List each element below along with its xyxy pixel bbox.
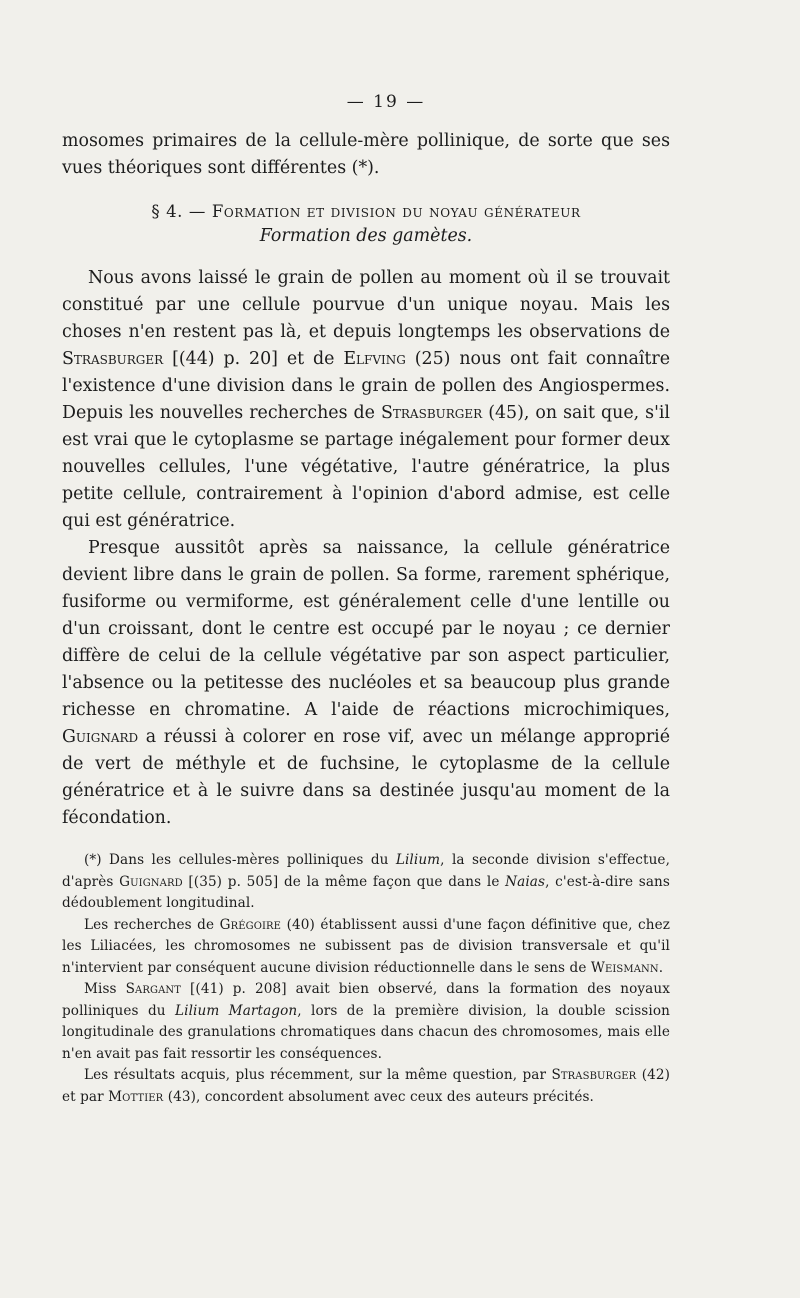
author-name: Mottier	[108, 1088, 164, 1105]
text-run: Les recherches de	[84, 916, 220, 933]
text-run: Miss	[84, 981, 126, 997]
text-run: a réussi à colorer en rose vif, avec un mélange approprié de vert de méthyle et de fuchsine, le cytoplasme de la cellule génératrice et à le suivre dans sa destinée jusqu'au moment de la fécondation.	[62, 727, 670, 828]
author-name: Strasburger	[551, 1067, 637, 1083]
text-run: [(41) p. 208] avait bien observé, dans la formation des noyaux polliniques du	[62, 981, 671, 1019]
section-number: § 4.	[151, 202, 184, 221]
main-text	[62, 128, 670, 832]
section-subtitle: Formation des gamètes.	[259, 226, 473, 246]
text-run: Presque aussitôt après sa naissance, la cellule génératrice devient libre dans le grain de pollen. Sa forme, rarement sphérique, fusiforme ou vermiforme, est généralement celle d'une lentille ou d'un croissant, dont le centre est occupé par le noyau ; ce dernier diffère de celui de la cellule végétative par son aspect particulier, l'absence ou la petitesse des nucléoles et sa beaucoup plus grande richesse en chromatine. A l'aide de réactions microchimiques,	[62, 538, 670, 720]
taxon-name: Lilium Martagon	[175, 1002, 298, 1019]
author-name: Strasburger	[380, 403, 483, 423]
author-name: Strasburger	[62, 349, 164, 369]
section-title: Formation et division du noyau générateur	[211, 202, 581, 221]
taxon-name: Lilium	[395, 852, 441, 868]
footnote-gregoire	[62, 915, 670, 980]
paragraph-pollen-division	[62, 265, 670, 535]
author-name: Elfving	[343, 349, 406, 369]
section-dash: —	[188, 202, 206, 221]
text-run: Les résultats acquis, plus récemment, sur la même question, par	[84, 1067, 552, 1083]
paragraph-generative-cell	[62, 535, 670, 832]
text-run: , c'est-à-dire sans dédoublement longitudinal.	[62, 873, 670, 911]
text-run: (*) Dans les cellules-mères polliniques du	[84, 852, 396, 868]
footnote-sargant	[62, 979, 670, 1065]
author-name: Grégoire	[219, 916, 282, 933]
footnote-results	[62, 1065, 670, 1108]
footnotes	[62, 850, 670, 1108]
text-run: (40) établissent aussi d'une façon définitive que, chez les Liliacées, les chromosomes ne subissent pas de division transversale et qu'il n'intervient par conséquent aucune division réductionnelle dans le sens de	[62, 916, 670, 976]
text-run: .	[658, 959, 664, 976]
author-name: Guignard	[119, 873, 183, 890]
section-heading	[62, 200, 670, 224]
page-number: — 19 —	[346, 92, 426, 112]
text-run: (43), concordent absolument avec ceux des auteurs précités.	[163, 1088, 594, 1105]
text-run: [(44) p. 20] et de	[163, 349, 344, 369]
footnote-lilium	[62, 850, 670, 915]
author-name: Weismann	[590, 959, 659, 976]
text-run: , lors de la première division, la double scission longitudinale des granulations chromatiques dans chacun des chromosomes, mais elle n'en avait pas fait ressortir les conséquences.	[62, 1002, 670, 1062]
text-run: (25) nous ont fait connaître l'existence d'une division dans le grain de pollen des Angiospermes. Depuis les nouvelles recherches de	[62, 349, 670, 423]
book-page	[62, 92, 670, 1108]
opening-paragraph: mosomes primaires de la cellule-mère pollinique, de sorte que ses vues théoriques sont différentes (*).	[62, 131, 670, 178]
text-run: (45), on sait que, s'il est vrai que le cytoplasme se partage inégalement pour former deux nouvelles cellules, l'une végétative, l'autre génératrice, la plus petite cellule, contrairement à l'opinion d'abord admise, est celle qui est génératrice.	[62, 403, 670, 531]
text-run: [(35) p. 505] de la même façon que dans le	[182, 873, 506, 890]
author-name: Sargant	[125, 981, 182, 997]
text-run: (42) et par	[62, 1067, 671, 1105]
text-run: Nous avons laissé le grain de pollen au moment où il se trouvait constitué par une cellule pourvue d'un unique noyau. Mais les choses n'en restent pas là, et depuis longtemps les observations de	[62, 268, 670, 342]
taxon-name: Naias	[505, 873, 546, 890]
author-name: Guignard	[62, 727, 139, 747]
text-run: , la seconde division s'effectue, d'après	[62, 852, 670, 890]
